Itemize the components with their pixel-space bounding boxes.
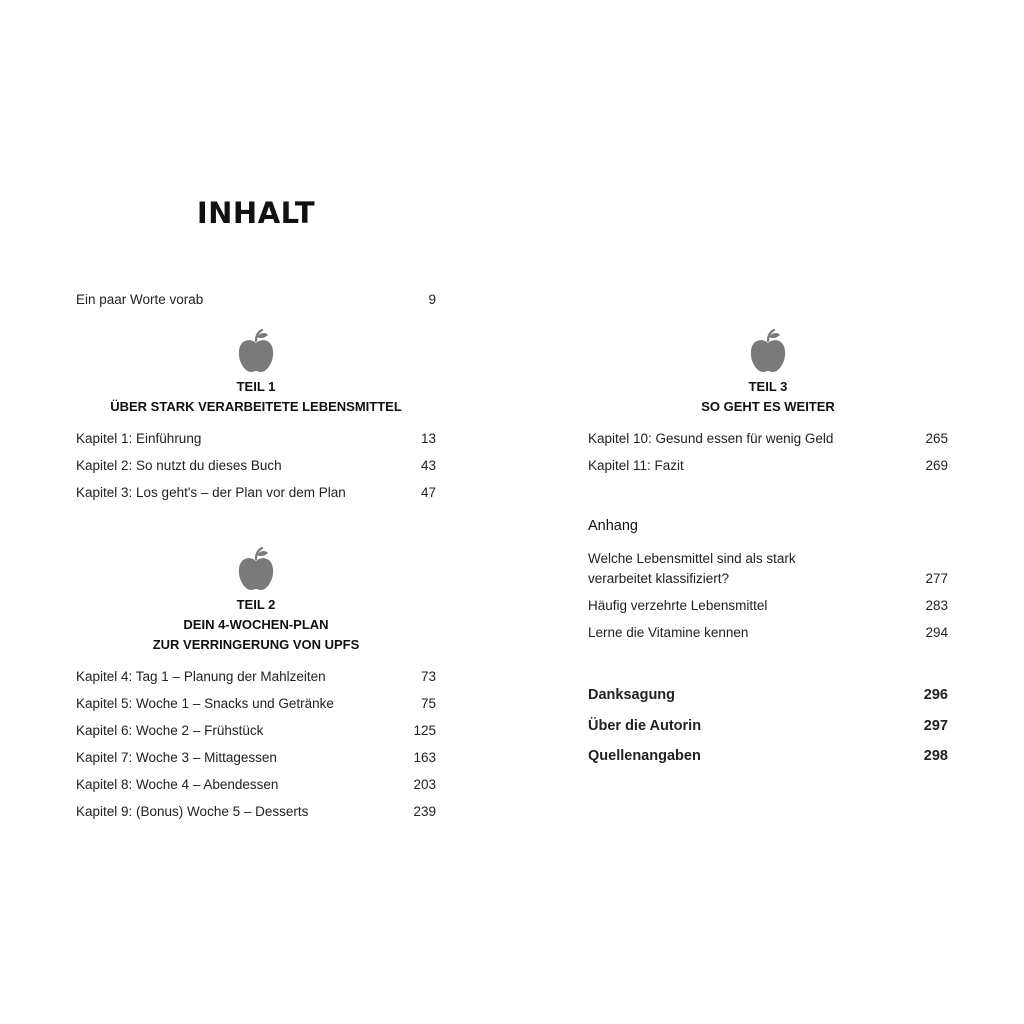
toc-entry-label: Kapitel 6: Woche 2 – Frühstück: [76, 723, 264, 738]
toc-entry[interactable]: [76, 775, 436, 795]
toc-entry-label: Kapitel 2: So nutzt du dieses Buch: [76, 458, 282, 473]
toc-entry-page: 163: [413, 750, 436, 765]
toc-entry-label: Kapitel 11: Fazit: [588, 458, 684, 473]
toc-entry-back-matter[interactable]: [588, 685, 948, 705]
toc-entry-label-line1: Welche Lebensmittel sind als stark: [588, 551, 796, 566]
toc-entry-label: Kapitel 1: Einführung: [76, 431, 202, 446]
toc-entry[interactable]: [588, 623, 948, 643]
apple-icon: [749, 329, 787, 373]
toc-entry-back-matter[interactable]: [588, 716, 948, 736]
toc-entry-page: 239: [413, 804, 436, 819]
toc-entry-intro[interactable]: [76, 290, 436, 310]
toc-entry-page: 203: [413, 777, 436, 792]
toc-entry[interactable]: [588, 596, 948, 616]
toc-entry-label: Quellenangaben: [588, 748, 701, 764]
toc-entry-label-line2: verarbeitet klassifiziert?: [588, 571, 730, 586]
toc-entry[interactable]: [76, 667, 436, 687]
toc-entry-page: 283: [925, 598, 948, 613]
part-2-header: [76, 547, 436, 655]
toc-entry-label: Ein paar Worte vorab: [76, 292, 204, 307]
toc-entry-label: Lerne die Vitamine kennen: [588, 625, 749, 640]
toc-entry[interactable]: [76, 483, 436, 503]
part-1-heading: ÜBER STARK VERARBEITETE LEBENSMITTEL: [110, 399, 402, 414]
apple-icon: [237, 547, 275, 591]
toc-entry[interactable]: [76, 456, 436, 476]
part-1-header: [76, 329, 436, 417]
part-3-label: TEIL 3: [748, 379, 788, 394]
toc-entry-page: 265: [925, 431, 948, 446]
toc-entry-page: 125: [413, 723, 436, 738]
toc-entry-label: Kapitel 7: Woche 3 – Mittagessen: [76, 750, 277, 765]
part-1-label: TEIL 1: [236, 379, 276, 394]
toc-entry[interactable]: [76, 721, 436, 741]
toc-entry-page: 43: [420, 458, 436, 473]
toc-entry-label: Kapitel 9: (Bonus) Woche 5 – Desserts: [76, 804, 309, 819]
toc-entry[interactable]: [588, 549, 948, 589]
toc-entry[interactable]: [76, 429, 436, 449]
toc-entry-label: Kapitel 5: Woche 1 – Snacks und Getränke: [76, 696, 334, 711]
toc-entry-back-matter[interactable]: [588, 746, 948, 766]
toc-entry-page: 13: [420, 431, 436, 446]
toc-entry-page: 73: [420, 669, 436, 684]
part-3-heading: SO GEHT ES WEITER: [701, 399, 835, 414]
part-3-header: [588, 329, 948, 417]
apple-icon: [237, 329, 275, 373]
toc-entry-page: 75: [420, 696, 436, 711]
toc-entry-label: Kapitel 10: Gesund essen für wenig Geld: [588, 431, 834, 446]
toc-entry-page: 294: [925, 625, 948, 640]
toc-entry-page: 269: [925, 458, 948, 473]
toc-entry-label: Häufig verzehrte Lebensmittel: [588, 598, 768, 613]
toc-entry[interactable]: [76, 748, 436, 768]
toc-entry[interactable]: [76, 694, 436, 714]
toc-entry-page: 277: [925, 571, 948, 586]
toc-entry[interactable]: [588, 456, 948, 476]
page-title: INHALT: [196, 196, 316, 230]
appendix-heading: Anhang: [588, 518, 638, 534]
toc-entry-page: 296: [923, 687, 948, 703]
toc-entry-label: Über die Autorin: [588, 718, 702, 734]
toc-entry-page: 9: [428, 292, 436, 307]
toc-entry[interactable]: [76, 802, 436, 822]
part-2-label: TEIL 2: [236, 597, 276, 612]
toc-entry-label: Kapitel 8: Woche 4 – Abendessen: [76, 777, 279, 792]
toc-entry-label: Kapitel 3: Los geht's – der Plan vor dem Plan: [76, 485, 346, 500]
part-2-heading-line2: ZUR VERRINGERUNG VON UPFS: [152, 637, 360, 652]
toc-entry-page: 297: [923, 718, 948, 734]
part-2-heading-line1: DEIN 4-WOCHEN-PLAN: [183, 617, 329, 632]
toc-entry-label: [588, 549, 796, 589]
toc-entry-page: 47: [420, 485, 436, 500]
toc-entry[interactable]: [588, 429, 948, 449]
toc-entry-label: Kapitel 4: Tag 1 – Planung der Mahlzeiten: [76, 669, 326, 684]
toc-entry-page: 298: [923, 748, 948, 764]
toc-entry-label: Danksagung: [588, 687, 676, 703]
